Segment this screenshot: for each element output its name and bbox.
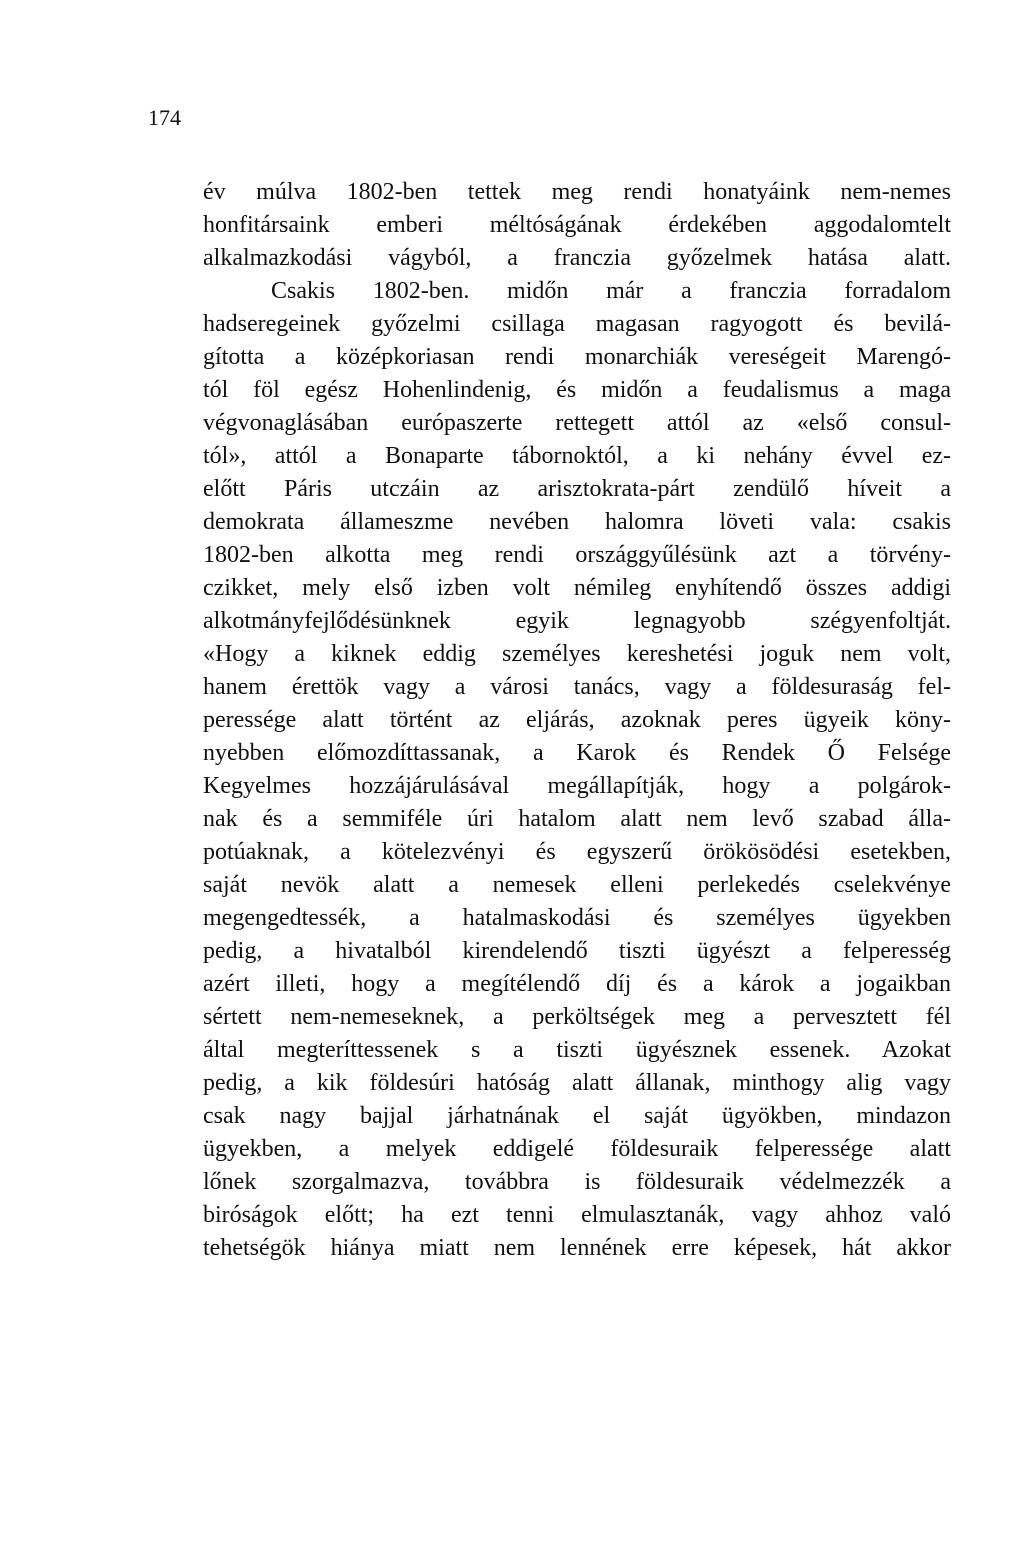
text-line: végvonaglásában európaszerte rettegett attól az «első consul-	[203, 410, 951, 436]
text-line: saját nevök alatt a nemesek elleni perlekedés cselekvénye	[203, 872, 951, 898]
text-line: lőnek szorgalmazva, továbbra is földesuraik védelmezzék a	[203, 1169, 951, 1195]
text-line: tehetségök hiánya miatt nem lennének erre képesek, hát akkor	[203, 1235, 951, 1261]
text-line: sértett nem-nemeseknek, a perköltségek meg a pervesztett fél	[203, 1004, 951, 1030]
text-line: potúaknak, a kötelezvényi és egyszerű örökösödési esetekben,	[203, 839, 951, 865]
text-line: azért illeti, hogy a megítélendő díj és a károk a jogaikban	[203, 971, 951, 997]
text-line: pedig, a hivatalból kirendelendő tiszti ügyészt a felperesség	[203, 938, 951, 964]
text-line: tól föl egész Hohenlindenig, és midőn a feudalismus a maga	[203, 377, 951, 403]
text-line: által megteríttessenek s a tiszti ügyésznek essenek. Azokat	[203, 1037, 951, 1063]
text-line: 1802-ben alkotta meg rendi országgyűlésünk azt a törvény-	[203, 542, 951, 568]
text-line: alkotmányfejlődésünknek egyik legnagyobb szégyenfoltját.	[203, 608, 951, 634]
text-line: ügyekben, a melyek eddigelé földesuraik felperessége alatt	[203, 1136, 951, 1162]
text-line: gította a középkoriasan rendi monarchiák vereségeit Marengó-	[203, 344, 951, 370]
text-line: tól», attól a Bonaparte tábornoktól, a ki nehány évvel ez-	[203, 443, 951, 469]
text-line: előtt Páris utczáin az arisztokrata-párt zendülő híveit a	[203, 476, 951, 502]
text-line: honfitársaink emberi méltóságának érdekében aggodalomtelt	[203, 212, 951, 238]
text-line: pedig, a kik földesúri hatóság alatt állanak, minthogy alig vagy	[203, 1070, 951, 1096]
text-line: Csakis 1802-ben. midőn már a franczia forradalom	[271, 278, 951, 304]
text-line: czikket, mely első izben volt némileg enyhítendő összes addigi	[203, 575, 951, 601]
text-line: peressége alatt történt az eljárás, azoknak peres ügyeik köny-	[203, 707, 951, 733]
text-line: csak nagy bajjal járhatnának el saját ügyökben, mindazon	[203, 1103, 951, 1129]
text-line: év múlva 1802-ben tettek meg rendi honatyáink nem-nemes	[203, 179, 951, 205]
text-line: demokrata állameszme nevében halomra löveti vala: csakis	[203, 509, 951, 535]
text-line: hadseregeinek győzelmi csillaga magasan ragyogott és bevilá-	[203, 311, 951, 337]
text-line: hanem érettök vagy a városi tanács, vagy a földesuraság fel-	[203, 674, 951, 700]
page-number: 174	[148, 105, 181, 130]
text-line: alkalmazkodási vágyból, a franczia győzelmek hatása alatt.	[203, 245, 951, 271]
text-line: nyebben előmozdíttassanak, a Karok és Rendek Ő Felsége	[203, 740, 951, 766]
text-line: biróságok előtt; ha ezt tenni elmulasztanák, vagy ahhoz való	[203, 1202, 951, 1228]
text-line: nak és a semmiféle úri hatalom alatt nem levő szabad álla-	[203, 806, 951, 832]
body-text	[203, 176, 951, 1265]
text-line: megengedtessék, a hatalmaskodási és személyes ügyekben	[203, 905, 951, 931]
text-line: Kegyelmes hozzájárulásával megállapítják, hogy a polgárok-	[203, 773, 951, 799]
text-line: «Hogy a kiknek eddig személyes kereshetési joguk nem volt,	[203, 641, 951, 667]
